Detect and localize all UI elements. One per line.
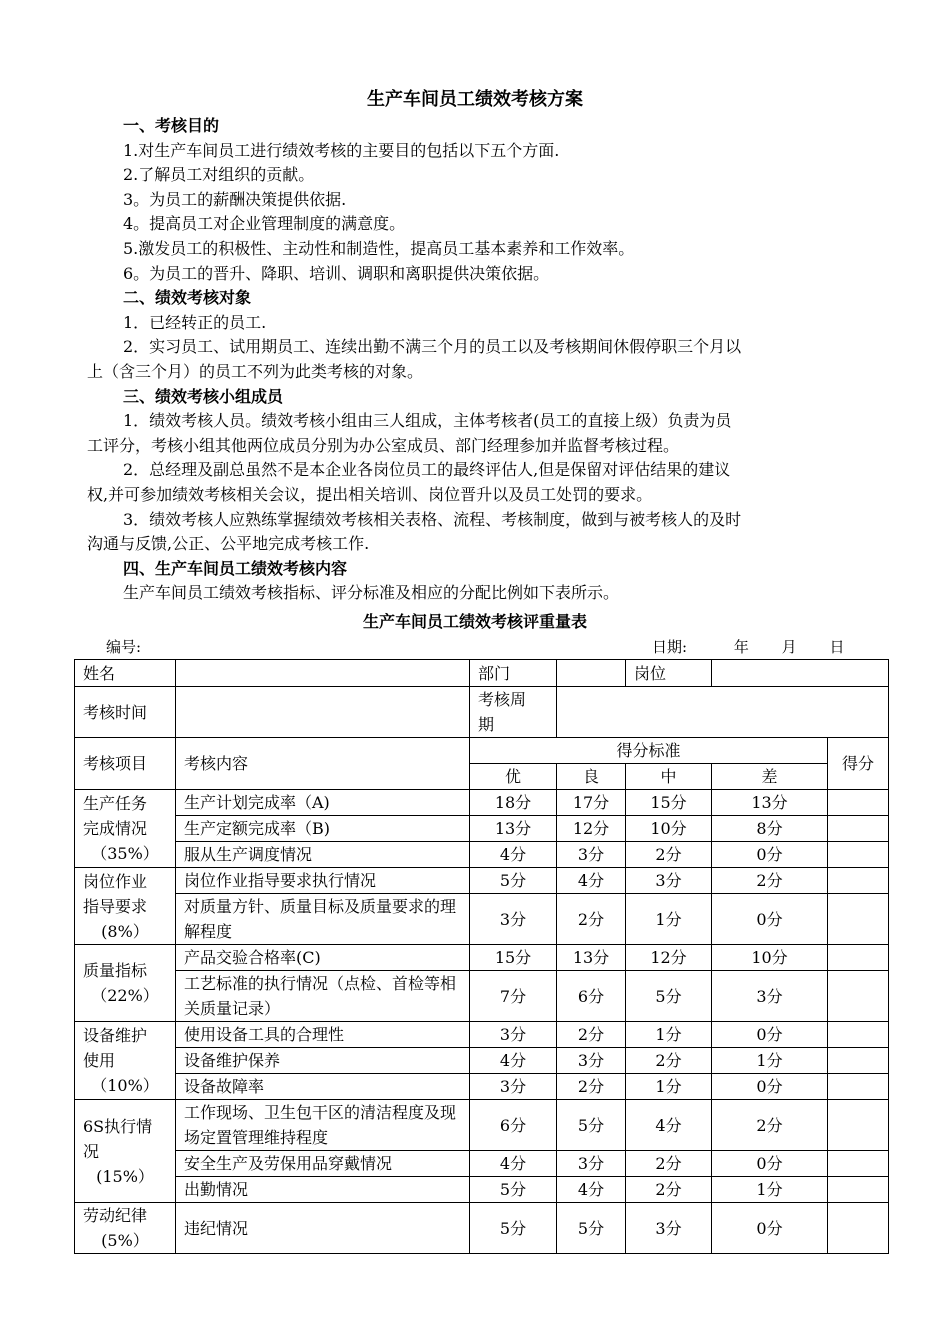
score-input-cell[interactable] xyxy=(828,816,889,842)
table-row xyxy=(75,945,889,971)
cycle-label-line: 期 xyxy=(478,715,495,734)
score-standard-cell: 10分 xyxy=(712,945,828,971)
table-row xyxy=(75,868,889,894)
score-standard-cell: 4分 xyxy=(557,1177,626,1203)
score-standard-cell: 2分 xyxy=(626,842,712,868)
category-cell xyxy=(75,790,176,868)
dept-value-cell[interactable] xyxy=(557,660,626,687)
category-weight: (5%） xyxy=(101,1231,149,1250)
category-weight: (15%） xyxy=(96,1166,154,1186)
paragraph: 工评分，考核小组其他两位成员分别为办公室成员、部门经理参加并监督考核过程。 xyxy=(87,435,680,455)
category-weight: (8%） xyxy=(101,921,149,941)
score-standard-cell: 3分 xyxy=(470,894,557,945)
name-value-cell[interactable] xyxy=(176,660,470,687)
paragraph: 3．绩效考核人应熟练掌握绩效考核相关表格、流程、考核制度，做到与被考核人的及时 xyxy=(123,509,742,529)
category-name-line: 劳动纪律 xyxy=(83,1206,148,1225)
category-cell xyxy=(75,1022,176,1100)
score-standard-cell: 13分 xyxy=(712,790,828,816)
score-standard-cell: 4分 xyxy=(470,1151,557,1177)
paragraph: 权,并可参加绩效考核相关会议，提出相关培训、岗位晋升以及员工处罚的要求。 xyxy=(87,484,653,504)
score-standard-cell: 3分 xyxy=(712,971,828,1022)
grade-header-medium: 中 xyxy=(626,764,712,790)
form-number-label: 编号: xyxy=(106,638,142,656)
score-standard-cell: 12分 xyxy=(557,816,626,842)
paragraph: 6。为员工的晋升、降职、培训、调职和离职提供决策依据。 xyxy=(123,263,550,283)
grade-header-good: 良 xyxy=(557,764,626,790)
table-row xyxy=(75,687,889,738)
score-standard-cell: 3分 xyxy=(557,842,626,868)
score-standard-cell: 2分 xyxy=(557,1074,626,1100)
paragraph: 2．总经理及副总虽然不是本企业各岗位员工的最终评估人,但是保留对评估结果的建议 xyxy=(123,460,731,480)
period-label-cell: 考核时间 xyxy=(75,687,176,738)
score-input-cell[interactable] xyxy=(828,868,889,894)
paragraph: 4。提高员工对企业管理制度的满意度。 xyxy=(123,214,406,234)
score-standard-cell: 18分 xyxy=(470,790,557,816)
score-standard-cell: 1分 xyxy=(626,1022,712,1048)
score-standard-cell: 5分 xyxy=(470,868,557,894)
category-weight: （22%） xyxy=(91,986,159,1005)
post-label-cell: 岗位 xyxy=(626,660,712,687)
paragraph: 1．已经转正的员工. xyxy=(123,312,267,332)
section-heading-team: 三、绩效考核小组成员 xyxy=(123,386,284,406)
grade-header-poor: 差 xyxy=(712,764,828,790)
score-input-cell[interactable] xyxy=(828,1177,889,1203)
post-value-cell[interactable] xyxy=(712,660,889,687)
criterion-cell: 违纪情况 xyxy=(176,1203,470,1254)
score-input-cell[interactable] xyxy=(828,1022,889,1048)
date-day-label: 日 xyxy=(829,638,845,656)
category-weight: （35%） xyxy=(91,844,159,863)
content-header-cell: 考核内容 xyxy=(176,738,470,790)
score-input-cell[interactable] xyxy=(828,971,889,1022)
table-row xyxy=(75,790,889,816)
score-standard-cell: 0分 xyxy=(712,1151,828,1177)
cycle-label-line: 考核周 xyxy=(478,690,527,709)
score-standard-cell: 1分 xyxy=(712,1048,828,1074)
criterion-cell: 工作现场、卫生包干区的清洁程度及现场定置管理维持程度 xyxy=(176,1100,470,1151)
criterion-cell: 设备维护保养 xyxy=(176,1048,470,1074)
score-standard-cell: 0分 xyxy=(712,1203,828,1254)
score-standard-cell: 10分 xyxy=(626,816,712,842)
criterion-cell: 服从生产调度情况 xyxy=(176,842,470,868)
score-input-cell[interactable] xyxy=(828,1151,889,1177)
criterion-cell: 对质量方针、质量目标及质量要求的理解程度 xyxy=(176,894,470,945)
form-meta-row xyxy=(74,635,876,659)
score-input-cell[interactable] xyxy=(828,1048,889,1074)
form-date xyxy=(652,635,844,659)
table-row xyxy=(75,1022,889,1048)
score-standard-cell: 5分 xyxy=(470,1203,557,1254)
category-name-line: 完成情况 xyxy=(83,819,148,838)
cycle-label-cell xyxy=(470,687,557,738)
score-standard-cell: 3分 xyxy=(470,1074,557,1100)
criterion-cell: 工艺标准的执行情况（点检、首检等相关质量记录） xyxy=(176,971,470,1022)
score-standard-cell: 5分 xyxy=(557,1203,626,1254)
score-standard-cell: 15分 xyxy=(470,945,557,971)
score-standard-cell: 4分 xyxy=(470,842,557,868)
table-row xyxy=(75,1048,889,1074)
table-row xyxy=(75,894,889,945)
document-body xyxy=(87,114,865,606)
item-header-cell: 考核项目 xyxy=(75,738,176,790)
table-row xyxy=(75,1100,889,1151)
category-name-line: 使用 xyxy=(83,1051,116,1070)
score-standard-cell: 8分 xyxy=(712,816,828,842)
category-cell xyxy=(75,868,176,945)
table-row xyxy=(75,816,889,842)
score-standard-cell: 1分 xyxy=(626,1074,712,1100)
score-standard-cell: 3分 xyxy=(626,1203,712,1254)
category-name-line: 质量指标 xyxy=(83,961,148,980)
paragraph: 沟通与反馈,公正、公平地完成考核工作. xyxy=(87,534,370,554)
score-standard-cell: 6分 xyxy=(557,971,626,1022)
score-standard-cell: 7分 xyxy=(470,971,557,1022)
criterion-cell: 生产定额完成率（B) xyxy=(176,816,470,842)
paragraph: 1.对生产车间员工进行绩效考核的主要目的包括以下五个方面. xyxy=(123,140,560,160)
document-title: 生产车间员工绩效考核方案 xyxy=(367,89,583,110)
score-standard-cell: 0分 xyxy=(712,1074,828,1100)
score-standard-cell: 3分 xyxy=(557,1151,626,1177)
score-input-cell[interactable] xyxy=(828,894,889,945)
score-input-cell[interactable] xyxy=(828,842,889,868)
category-cell xyxy=(75,1203,176,1254)
paragraph: 上（含三个月）的员工不列为此类考核的对象。 xyxy=(87,361,424,381)
paragraph: 生产车间员工绩效考核指标、评分标准及相应的分配比例如下表所示。 xyxy=(123,583,620,603)
score-standard-cell: 2分 xyxy=(626,1048,712,1074)
paragraph: 2.了解员工对组织的贡献。 xyxy=(123,165,315,185)
name-label-cell: 姓名 xyxy=(75,660,176,687)
category-name-line: 生产任务 xyxy=(83,794,148,813)
section-heading-targets: 二、绩效考核对象 xyxy=(123,288,252,308)
grade-header-excellent: 优 xyxy=(470,764,557,790)
evaluation-table xyxy=(74,659,889,1254)
date-label: 日期: xyxy=(652,638,688,656)
score-standard-cell: 5分 xyxy=(626,971,712,1022)
score-standard-cell: 1分 xyxy=(712,1177,828,1203)
category-name-line: 况 xyxy=(83,1141,100,1161)
table-row xyxy=(75,1074,889,1100)
criterion-cell: 出勤情况 xyxy=(176,1177,470,1203)
criterion-cell: 设备故障率 xyxy=(176,1074,470,1100)
paragraph: 5.激发员工的积极性、主动性和制造性，提高员工基本素养和工作效率。 xyxy=(123,238,635,258)
paragraph: 3。为员工的薪酬决策提供依据. xyxy=(123,189,347,209)
criterion-cell: 产品交验合格率(C) xyxy=(176,945,470,971)
score-standard-cell: 5分 xyxy=(557,1100,626,1151)
category-name-line: 设备维护 xyxy=(83,1026,148,1045)
section-heading-purpose: 一、考核目的 xyxy=(123,116,220,135)
score-standard-cell: 2分 xyxy=(557,1022,626,1048)
date-year-label: 年 xyxy=(733,638,749,656)
table-row xyxy=(75,1151,889,1177)
score-input-cell[interactable] xyxy=(828,1203,889,1254)
category-cell xyxy=(75,945,176,1022)
table-row xyxy=(75,660,889,687)
score-standard-cell: 0分 xyxy=(712,842,828,868)
category-cell xyxy=(75,1100,176,1203)
score-standard-cell: 3分 xyxy=(470,1022,557,1048)
score-standard-cell: 1分 xyxy=(626,894,712,945)
score-standard-cell: 2分 xyxy=(712,868,828,894)
criterion-cell: 岗位作业指导要求执行情况 xyxy=(176,868,470,894)
score-standard-cell: 0分 xyxy=(712,1022,828,1048)
score-standard-cell: 5分 xyxy=(470,1177,557,1203)
table-row xyxy=(75,1203,889,1254)
score-standard-cell: 3分 xyxy=(557,1048,626,1074)
table-row xyxy=(75,842,889,868)
paragraph: 1．绩效考核人员。绩效考核小组由三人组成，主体考核者(员工的直接上级）负责为员 xyxy=(123,411,732,431)
score-input-cell[interactable] xyxy=(828,945,889,971)
score-standard-cell: 2分 xyxy=(712,1100,828,1151)
paragraph: 2．实习员工、试用期员工、连续出勤不满三个月的员工以及考核期间休假停职三个月以 xyxy=(123,337,742,357)
score-standard-cell: 0分 xyxy=(712,894,828,945)
score-standard-cell: 13分 xyxy=(470,816,557,842)
dept-label-cell: 部门 xyxy=(470,660,557,687)
score-header-cell: 得分 xyxy=(828,738,889,790)
criterion-cell: 使用设备工具的合理性 xyxy=(176,1022,470,1048)
score-standard-cell: 17分 xyxy=(557,790,626,816)
score-standard-cell: 15分 xyxy=(626,790,712,816)
criterion-cell: 安全生产及劳保用品穿戴情况 xyxy=(176,1151,470,1177)
criterion-cell: 生产计划完成率（A) xyxy=(176,790,470,816)
score-standard-cell: 12分 xyxy=(626,945,712,971)
table-row xyxy=(75,1177,889,1203)
score-standard-cell: 4分 xyxy=(557,868,626,894)
score-standard-cell: 13分 xyxy=(557,945,626,971)
score-standard-cell: 2分 xyxy=(626,1151,712,1177)
score-standard-cell: 2分 xyxy=(557,894,626,945)
category-name-line: 6S执行情 xyxy=(83,1116,153,1136)
score-standard-cell: 2分 xyxy=(626,1177,712,1203)
score-standard-cell: 4分 xyxy=(470,1048,557,1074)
section-heading-content: 四、生产车间员工绩效考核内容 xyxy=(123,558,348,578)
table-title: 生产车间员工绩效考核评重量表 xyxy=(362,612,587,631)
table-row xyxy=(75,738,889,764)
date-month-label: 月 xyxy=(781,638,797,656)
score-input-cell[interactable] xyxy=(828,1074,889,1100)
score-input-cell[interactable] xyxy=(828,1100,889,1151)
score-standard-cell: 3分 xyxy=(626,868,712,894)
score-standard-cell: 4分 xyxy=(626,1100,712,1151)
table-row xyxy=(75,971,889,1022)
period-value-cell[interactable] xyxy=(176,687,470,738)
score-input-cell[interactable] xyxy=(828,790,889,816)
cycle-value-cell[interactable] xyxy=(557,687,889,738)
standard-header-cell: 得分标准 xyxy=(470,738,828,764)
category-weight: （10%） xyxy=(91,1076,159,1095)
category-name-line: 指导要求 xyxy=(83,896,148,916)
score-standard-cell: 6分 xyxy=(470,1100,557,1151)
category-name-line: 岗位作业 xyxy=(83,871,148,891)
